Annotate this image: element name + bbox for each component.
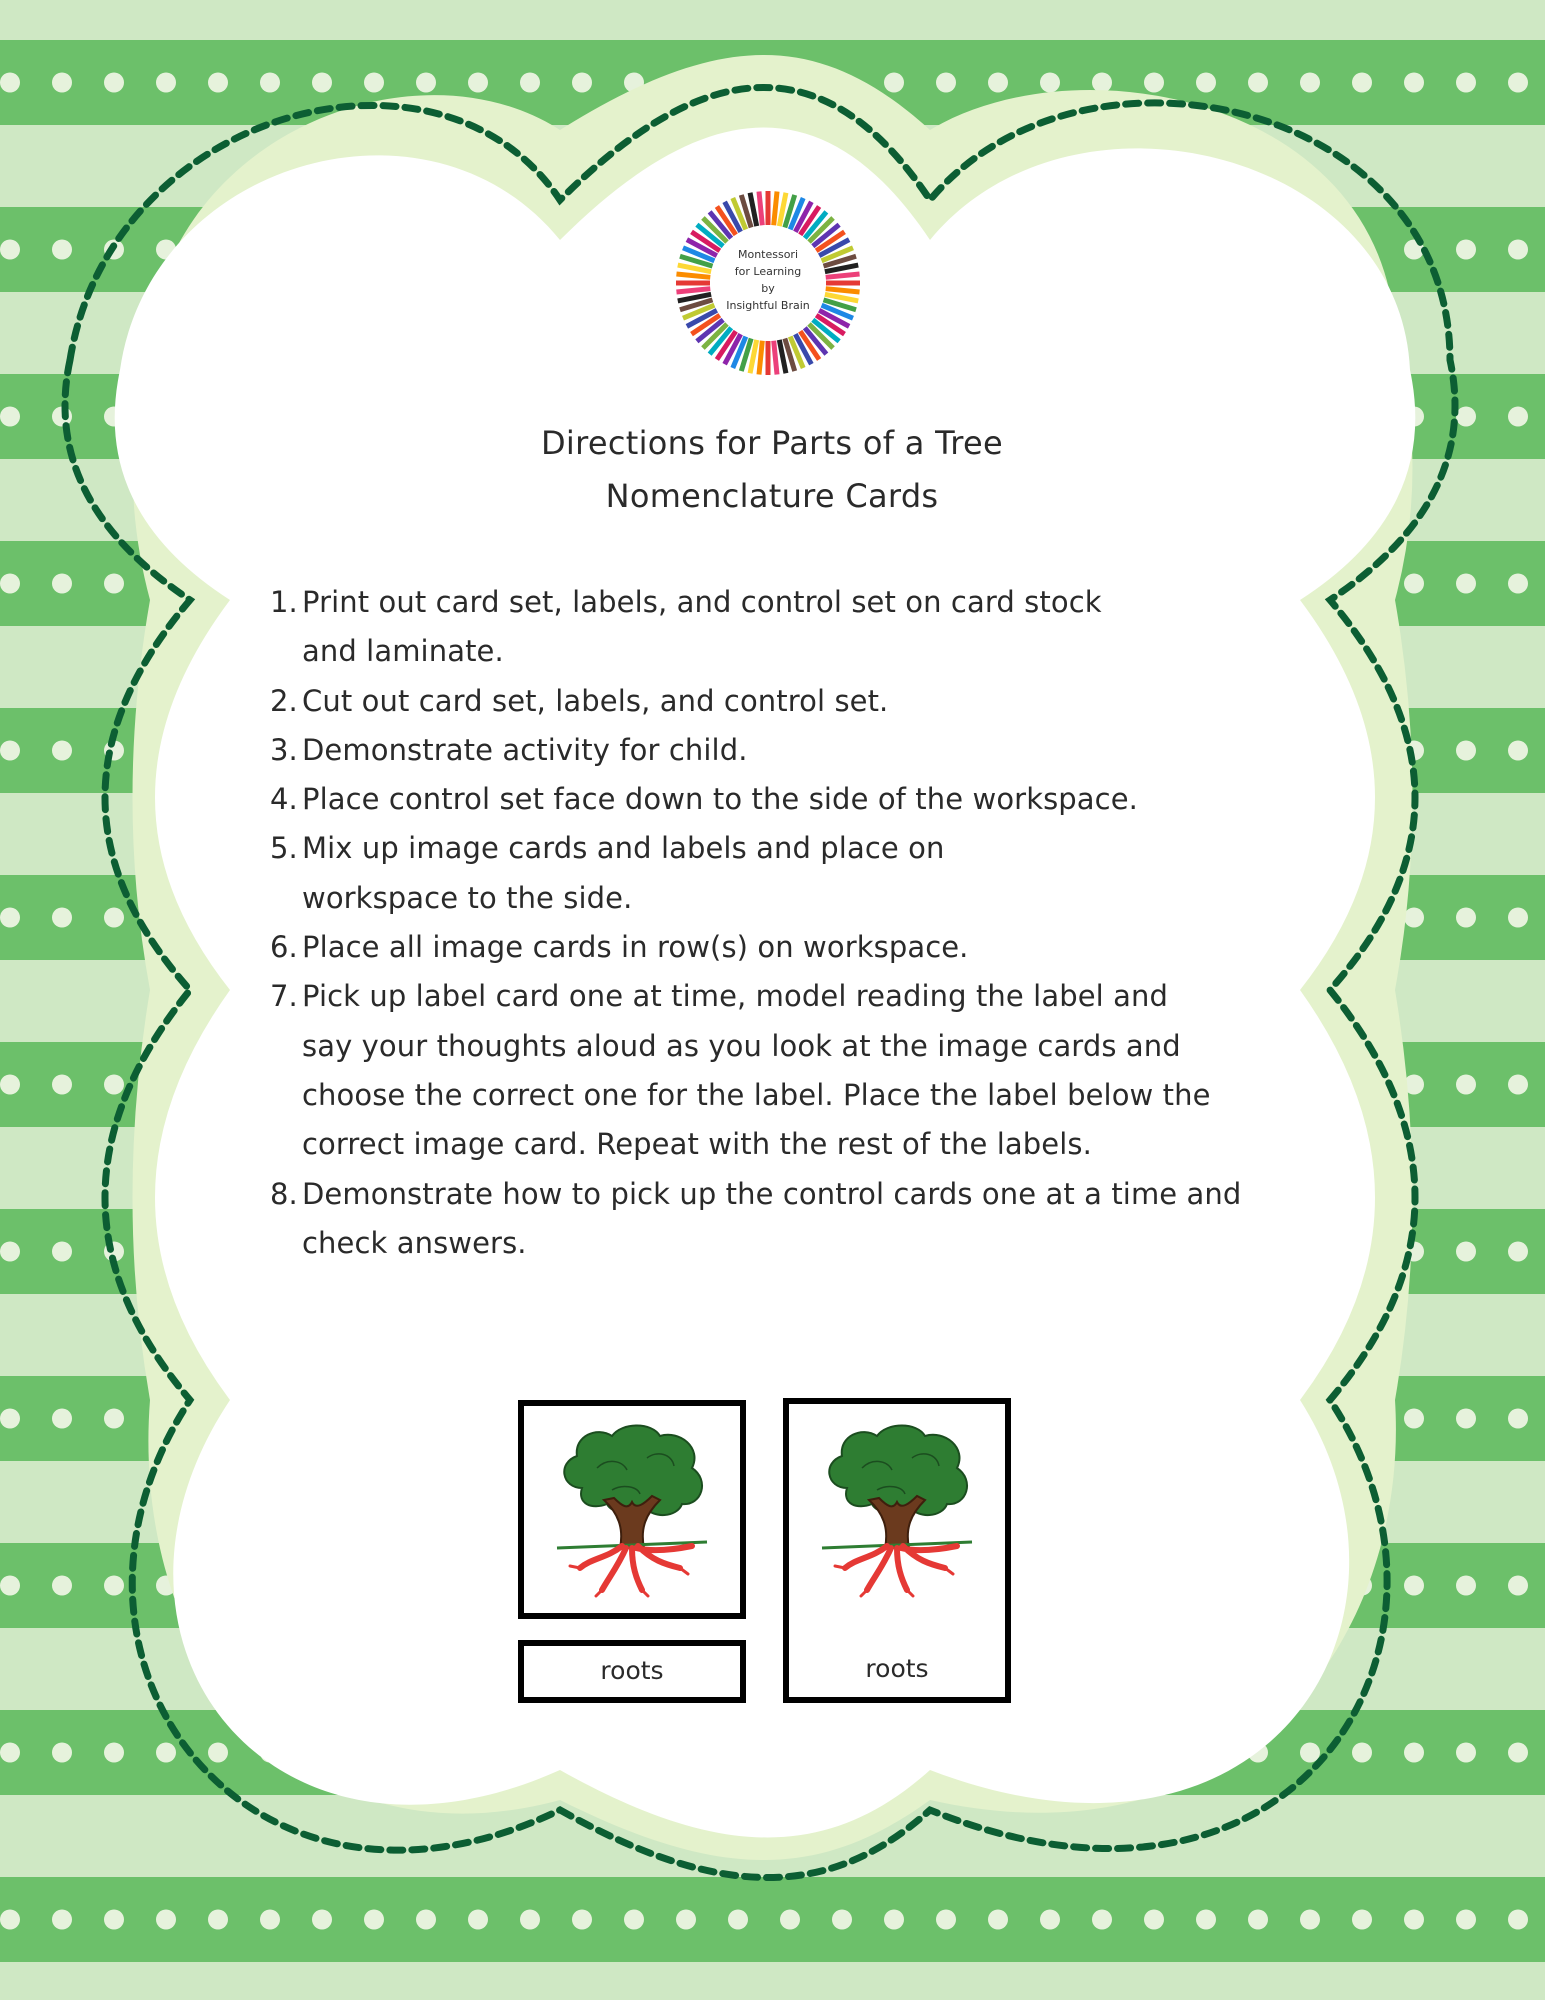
label-card [518,1640,746,1703]
label-card-text: roots [600,1656,664,1685]
logo-line: Insightful Brain [726,299,810,312]
logo-line: for Learning [734,265,802,278]
list-item [270,726,1280,775]
list-item [270,775,1280,824]
list-item [270,972,1280,1169]
list-item [270,923,1280,972]
directions-list [270,578,1280,1268]
step-number: 8. [270,1176,298,1211]
title-line-2: Nomenclature Cards [605,477,939,515]
step-text: Cut out card set, labels, and control set. [302,683,889,718]
logo-line: by [761,282,775,295]
step-text: Demonstrate activity for child. [302,732,748,767]
step-number: 6. [270,930,298,965]
list-item [270,824,1280,923]
logo-line: Montessori [737,248,799,261]
step-text: Pick up label card one at time, model reading the label and say your thoughts aloud as you look at the image cards and choose the correct one for the label. Place the label below the correct image card. Repeat with the rest of the labels. [302,979,1211,1162]
step-number: 3. [270,732,298,767]
tree-icon [552,1418,712,1598]
step-text: Demonstrate how to pick up the control cards one at a time and check answers. [302,1176,1242,1260]
control-card [783,1398,1011,1703]
step-text: Print out card set, labels, and control set on card stock and laminate. [302,585,1102,669]
step-text: Place all image cards in row(s) on workspace. [302,930,969,965]
control-card-text: roots [865,1654,929,1683]
step-text: Place control set face down to the side of the workspace. [302,782,1138,817]
logo-text [703,246,833,314]
tree-icon [817,1418,977,1598]
step-number: 1. [270,585,298,619]
step-number: 4. [270,782,298,817]
step-number: 2. [270,683,298,718]
image-card [518,1400,746,1619]
title-line-1: Directions for Parts of a Tree [540,424,1004,462]
list-item [270,677,1280,726]
step-text: Mix up image cards and labels and place on workspace to the side. [302,831,945,915]
page-title [372,417,1172,523]
list-item [270,1170,1280,1269]
list-item [270,578,1280,677]
step-number: 5. [270,831,298,866]
step-number: 7. [270,979,298,1014]
